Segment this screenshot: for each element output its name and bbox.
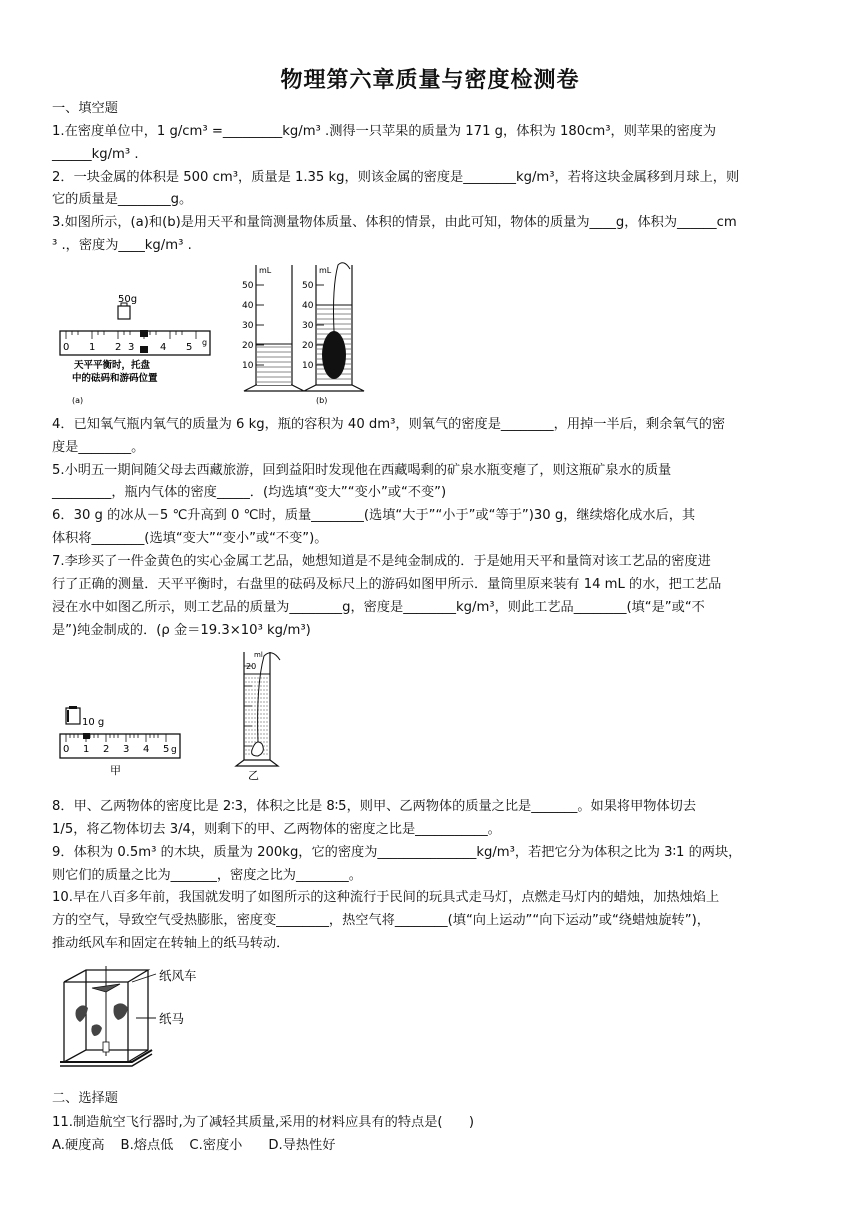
cylinder-a-tick: 30: [242, 321, 254, 331]
question-5-line-1: 5.小明五一期间随父母去西藏旅游，回到益阳时发现他在西藏喝剩的矿泉水瓶变瘪了，则这瓶矿泉水的质量: [52, 463, 672, 478]
scale-num: 1: [89, 342, 96, 353]
cylinder-b-unit: mL: [319, 266, 332, 275]
question-5-line-2: _________，瓶内气体的密度_____．(均选填“变大”“变小”或“不变”): [52, 485, 447, 500]
caption-line-2: 中的砝码和游码位置: [72, 373, 158, 384]
submerged-object: [322, 331, 346, 379]
question-7-line-3: 浸在水中如图乙所示，则工艺品的质量为________g，密度是________kg/m³，则此工艺品________(填“是”或“不: [52, 600, 705, 615]
option-d[interactable]: D.导热性好: [268, 1138, 336, 1153]
question-4-line-2: 度是________。: [52, 440, 145, 455]
label-b: (b): [316, 396, 328, 405]
scale-num: 0: [63, 342, 70, 353]
scale-num: 3: [123, 744, 130, 755]
scale-num: 5: [163, 744, 170, 755]
cylinder-b-tick: 40: [302, 301, 314, 311]
scale-num: 4: [160, 342, 167, 353]
cylinder-b-tick: 10: [302, 361, 314, 371]
question-8-line-1: 8．甲、乙两物体的密度比是 2∶3，体积之比是 8∶5，则甲、乙两物体的质量之比是_______。如果将甲物体切去: [52, 799, 697, 814]
cylinder-b-tick: 20: [302, 341, 314, 351]
question-6-line-2: 体积将________(选填“变大”“变小”或“不变”)。: [52, 531, 328, 546]
cylinder-unit: ml: [254, 651, 263, 659]
cylinder-a-tick: 40: [242, 301, 254, 311]
option-c[interactable]: C.密度小: [189, 1138, 243, 1153]
scale-num: 0: [63, 744, 70, 755]
rider-bottom: [140, 346, 148, 353]
figure-balance-and-cylinder: [52, 257, 372, 407]
cylinder-a-tick: 20: [242, 341, 254, 351]
cylinder-b-tick: 50: [302, 281, 314, 291]
question-7-line-2: 行了正确的测量．天平平衡时，右盘里的砝码及标尺上的游码如图甲所示．量筒里原来装有 14 mL 的水，把工艺品: [52, 577, 722, 592]
question-4-line-1: 4．已知氧气瓶内氧气的质量为 6 kg，瓶的容积为 40 dm³，则氧气的密度是________，用掉一半后，剩余氧气的密: [52, 417, 726, 432]
page-title: 物理第六章质量与密度检测卷: [280, 67, 580, 93]
scale-num: 1: [83, 744, 90, 755]
question-3-line-1: 3.如图所示，(a)和(b)是用天平和量筒测量物体质量、体积的情景，由此可知，物体的质量为____g，体积为______cm: [52, 215, 737, 230]
option-a[interactable]: A.硬度高: [52, 1138, 105, 1153]
weight-label: 50g: [118, 294, 138, 305]
cylinder-a-tick: 50: [242, 281, 254, 291]
section-heading-choice: 二、选择题: [52, 1091, 118, 1106]
label-a: (a): [72, 396, 84, 405]
section-heading-fill-blank: 一、填空题: [52, 101, 118, 116]
question-2-line-1: 2．一块金属的体积是 500 cm³，质量是 1.35 kg，则该金属的密度是________kg/m³，若将这块金属移到月球上，则: [52, 170, 740, 185]
caption-line-1: 天平平衡时，托盘: [74, 360, 151, 371]
scale-ticks: [66, 331, 196, 339]
question-3-line-2: ³ .，密度为____kg/m³ .: [52, 238, 192, 253]
weight-label: 10 g: [82, 717, 105, 728]
question-1-line-1: 1.在密度单位中，1 g/cm³ =_________kg/m³ .测得一只苹果的质量为 171 g，体积为 180cm³，则苹果的密度为: [52, 124, 717, 139]
scale-num: 5: [186, 342, 193, 353]
candle: [103, 1042, 109, 1052]
measuring-cylinder-yi: [236, 652, 280, 766]
question-9-line-1: 9．体积为 0.5m³ 的木块，质量为 200kg，它的密度为_______________kg/m³，若把它分为体积之比为 3∶1 的两块，: [52, 845, 742, 860]
scale-num: 2: [103, 744, 110, 755]
figure-jia-yi: [58, 646, 308, 784]
question-10-line-1: 10.早在八百多年前，我国就发明了如图所示的这种流行于民间的玩具式走马灯，点燃走马灯内的蜡烛，加热烛焰上: [52, 890, 720, 905]
cylinder-a-tick: 10: [242, 361, 254, 371]
question-10-line-3: 推动纸风车和固定在转轴上的纸马转动．: [52, 936, 290, 951]
question-7-line-4: 是”)纯金制成的．(ρ 金＝19.3×10³ kg/m³): [52, 623, 311, 638]
rider-top: [140, 330, 148, 337]
scale-ticks: [66, 734, 166, 742]
scale-num: 3: [128, 342, 135, 353]
question-11-stem: 11.制造航空飞行器时,为了减轻其质量,采用的材料应具有的特点是( ): [52, 1115, 475, 1130]
scale-unit: g: [202, 338, 208, 347]
question-1-line-2: ______kg/m³ .: [52, 147, 139, 162]
label-yi: 乙: [248, 769, 259, 782]
submerged-artwork: [252, 742, 264, 756]
option-b[interactable]: B.熔点低: [120, 1138, 174, 1153]
scale-num: 4: [143, 744, 150, 755]
question-8-line-2: 1/5，将乙物体切去 3/4，则剩下的甲、乙两物体的密度之比是___________。: [52, 822, 501, 837]
question-10-line-2: 方的空气，导致空气受热膨胀，密度变________，热空气将________(填“向上运动”“向下运动”或“绕蜡烛旋转”)，: [52, 913, 710, 928]
question-11-options: [52, 1137, 335, 1154]
cylinder-tick: 20: [246, 662, 257, 671]
question-2-line-2: 它的质量是________g。: [52, 192, 193, 207]
question-6-line-1: 6．30 g 的冰从－5 ℃升高到 0 ℃时，质量________(选填“大于”“小于”或“等于”)30 g，继续熔化成水后，其: [52, 508, 696, 523]
scale-num: 2: [115, 342, 122, 353]
label-paper-windmill: 纸风车: [159, 968, 197, 983]
paper-horses: [76, 1003, 129, 1036]
cylinder-a-unit: mL: [259, 266, 272, 275]
label-jia: 甲: [110, 764, 121, 777]
figure-revolving-lantern: [56, 962, 256, 1074]
rider: [83, 733, 90, 739]
cylinder-b-tick: 30: [302, 321, 314, 331]
scale-unit: g: [171, 745, 177, 755]
question-9-line-2: 则它们的质量之比为_______，密度之比为________。: [52, 868, 362, 883]
label-paper-horse: 纸马: [159, 1011, 185, 1026]
question-7-line-1: 7.李珍买了一件金黄色的实心金属工艺品，她想知道是不是纯金制成的．于是她用天平和量筒对该工艺品的密度进: [52, 554, 711, 569]
